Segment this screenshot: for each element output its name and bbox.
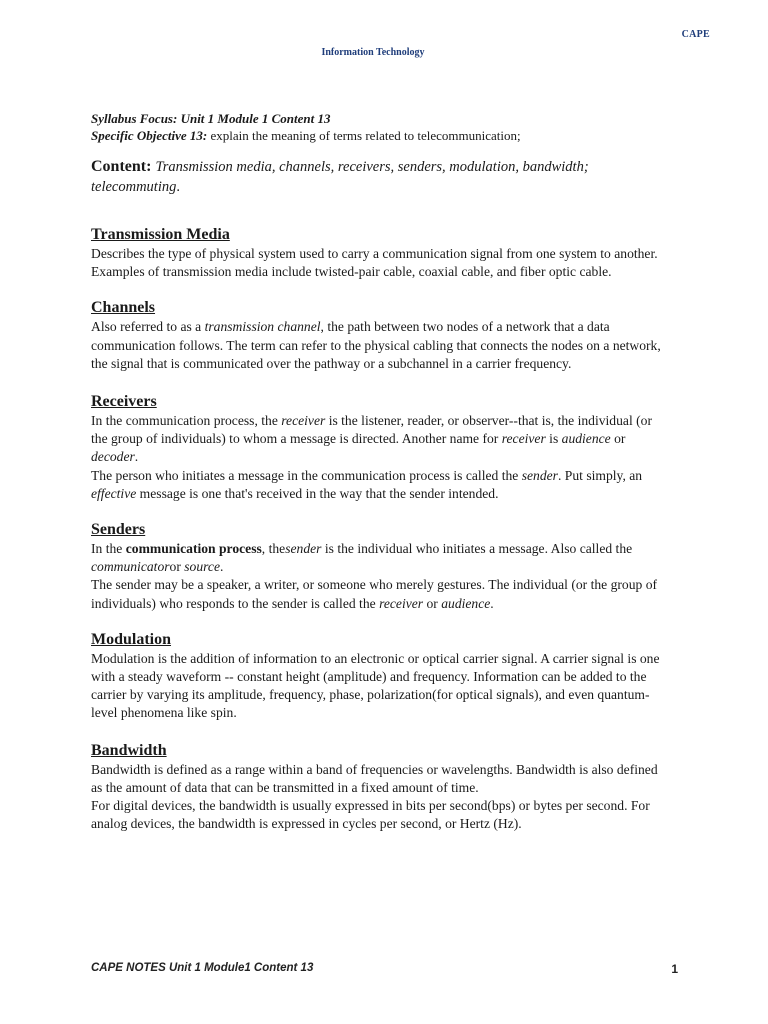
heading-receivers: Receivers [91, 393, 157, 411]
specific-objective [91, 127, 671, 144]
section-modulation [91, 630, 671, 723]
heading-bandwidth: Bandwidth [91, 741, 167, 759]
senders-text-1: In the communication process, thesender is the individual who initiates a message. Also called the communicatoror source. [91, 541, 633, 575]
section-bandwidth [91, 741, 671, 834]
page-number: 1 [671, 962, 678, 976]
objective-label: Specific Objective 13: [91, 128, 208, 143]
receivers-text-2: The person who initiates a message in the communication process is called the sender. Put simply, an effective message is one that's received in the way that the sender intended. [91, 467, 643, 501]
heading-modulation: Modulation [91, 630, 172, 648]
heading-channels: Channels [91, 299, 156, 317]
heading-transmission-media: Transmission Media [91, 226, 230, 243]
section-senders [91, 520, 671, 613]
heading-senders: Senders [91, 521, 146, 539]
receivers-text-1: In the communication process, the receiver is the listener, reader, or observer--that is, the individual (or the group of individuals) to whom a message is directed. Another name for receiver is audience or decoder. [91, 413, 652, 465]
content-topics: Transmission media, channels, receivers, senders, modulation, bandwidth; telecommuting [91, 159, 589, 195]
footer-title: CAPE NOTES Unit 1 Module1 Content 13 [91, 962, 314, 974]
bandwidth-text-2: For digital devices, the bandwidth is usually expressed in bits per second(bps) or bytes per second. For analog devices, the bandwidth is expressed in cycles per second, or Hertz (Hz). [91, 798, 650, 832]
section-receivers [91, 392, 671, 503]
senders-text-2: The sender may be a speaker, a writer, or someone who merely gestures. The individual (or the group of individuals) who responds to the sender is called the receiver or audience. [91, 577, 658, 611]
channels-text: Also referred to as a transmission channel, the path between two nodes of a network that a data communication follows. The term can refer to the physical cabling that connects the nodes on a network, the signal that is communicated over the pathway or a subchannel in a carrier frequency. [91, 319, 661, 371]
modulation-text: Modulation is the addition of information to an electronic or optical carrier signal. A carrier signal is one with a steady waveform -- constant height (amplitude) and frequency. Information can be added to the carrier by varying its amplitude, frequency, phase, polarization(for optical signals), and even quantum-level phenomena like spin. [91, 650, 660, 721]
transmission-media-text: Describes the type of physical system used to carry a communication signal from one system to another. Examples of transmission media include twisted-pair cable, coaxial cable, and fiber optic cable. [91, 246, 658, 280]
objective-text: explain the meaning of terms related to telecommunication; [207, 128, 521, 143]
section-transmission-media [91, 225, 671, 281]
header-cape: CAPE [681, 29, 710, 40]
document-body [91, 110, 671, 833]
syllabus-focus: Syllabus Focus: Unit 1 Module 1 Content 13 [91, 111, 331, 126]
header-subject: Information Technology [321, 47, 425, 58]
bandwidth-text-1: Bandwidth is defined as a range within a band of frequencies or wavelengths. Bandwidth is also defined as the amount of data that can be transmitted in a fixed amount of time. [91, 761, 658, 795]
section-channels [91, 298, 671, 373]
content-line: Content: Transmission media, channels, receivers, senders, modulation, bandwidth; telecommuting. [91, 158, 589, 195]
content-label: Content [91, 158, 147, 175]
